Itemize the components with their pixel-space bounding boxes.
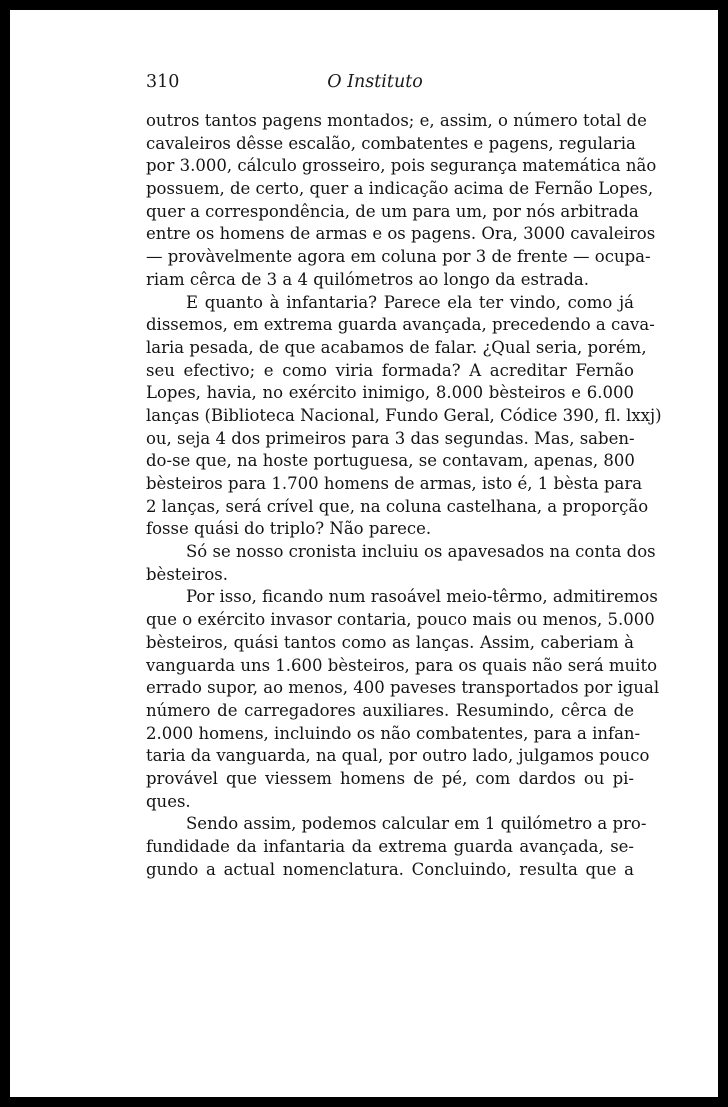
text-line: bèsteiros, quási tantos como as lanças. Assim, caberiam à (146, 632, 634, 652)
text-line: por 3.000, cálculo grosseiro, pois segurança matemática não (146, 156, 657, 176)
running-title: O Instituto (327, 72, 423, 92)
text-line: Lopes, havia, no exército inimigo, 8.000 bèsteiros e 6.000 (146, 383, 634, 403)
text-line: lanças (Biblioteca Nacional, Fundo Geral, Códice 390, fl. lxxj) (146, 405, 662, 425)
text-line: — provàvelmente agora em coluna por 3 de frente — ocupa- (146, 247, 651, 267)
text-line: laria pesada, de que acabamos de falar. ¿Qual seria, porém, (146, 337, 647, 357)
text-line: que o exército invasor contaria, pouco mais ou menos, 5.000 (146, 610, 655, 630)
text-line: fundidade da infantaria da extrema guarda avançada, se- (146, 837, 634, 856)
text-line: dissemos, em extrema guarda avançada, precedendo a cava- (146, 315, 655, 335)
page-header (146, 72, 604, 100)
text-line: entre os homens de armas e os pagens. Ora, 3000 cavaleiros (146, 224, 656, 244)
text-line: número de carregadores auxiliares. Resumindo, cêrca de (146, 700, 634, 720)
text-line: cavaleiros dêsse escalão, combatentes e pagens, regularia (146, 133, 636, 153)
book-page (10, 10, 718, 1097)
text-line: provável que viessem homens de pé, com dardos ou pi- (146, 768, 634, 788)
text-line: seu efectivo; e como viria formada? A acreditar Fernão (146, 360, 634, 380)
text-line: bèsteiros. (146, 564, 229, 584)
text-line: taria da vanguarda, na qual, por outro lado, julgamos pouco (146, 746, 650, 766)
text-line: vanguarda uns 1.600 bèsteiros, para os quais não será muito (146, 655, 658, 675)
text-line: outros tantos pagens montados; e, assim, o número total de (146, 111, 647, 130)
text-line: 2.000 homens, incluindo os não combatentes, para a infan- (146, 723, 641, 743)
text-line: errado supor, ao menos, 400 paveses transportados por igual (146, 678, 660, 698)
text-line: bèsteiros para 1.700 homens de armas, isto é, 1 bèsta para (146, 474, 643, 493)
text-line: possuem, de certo, quer a indicação acima de Fernão Lopes, (146, 179, 654, 199)
text-line: Só se nosso cronista incluiu os apavesados na conta dos (186, 542, 656, 562)
text-line: gundo a actual nomenclatura. Concluindo, resulta que a (146, 859, 634, 879)
text-line: quer a correspondência, de um para um, por nós arbitrada (146, 201, 639, 221)
text-line: Por isso, ficando num rasoável meio-têrmo, admitiremos (186, 587, 658, 607)
text-line: E quanto à infantaria? Parece ela ter vindo, como já (186, 292, 634, 312)
body-text (146, 110, 662, 881)
text-line: do-se que, na hoste portuguesa, se contavam, apenas, 800 (146, 451, 635, 471)
text-line: fosse quási do triplo? Não parece. (146, 519, 432, 539)
text-line: ques. (146, 791, 191, 811)
text-line: 2 lanças, será crível que, na coluna castelhana, a proporção (146, 496, 649, 516)
page-number: 310 (146, 72, 180, 92)
text-line: riam cêrca de 3 a 4 quilómetros ao longo da estrada. (146, 269, 589, 289)
text-line: Sendo assim, podemos calcular em 1 quilómetro a pro- (186, 814, 647, 834)
text-line: ou, seja 4 dos primeiros para 3 das segundas. Mas, saben- (146, 428, 635, 448)
